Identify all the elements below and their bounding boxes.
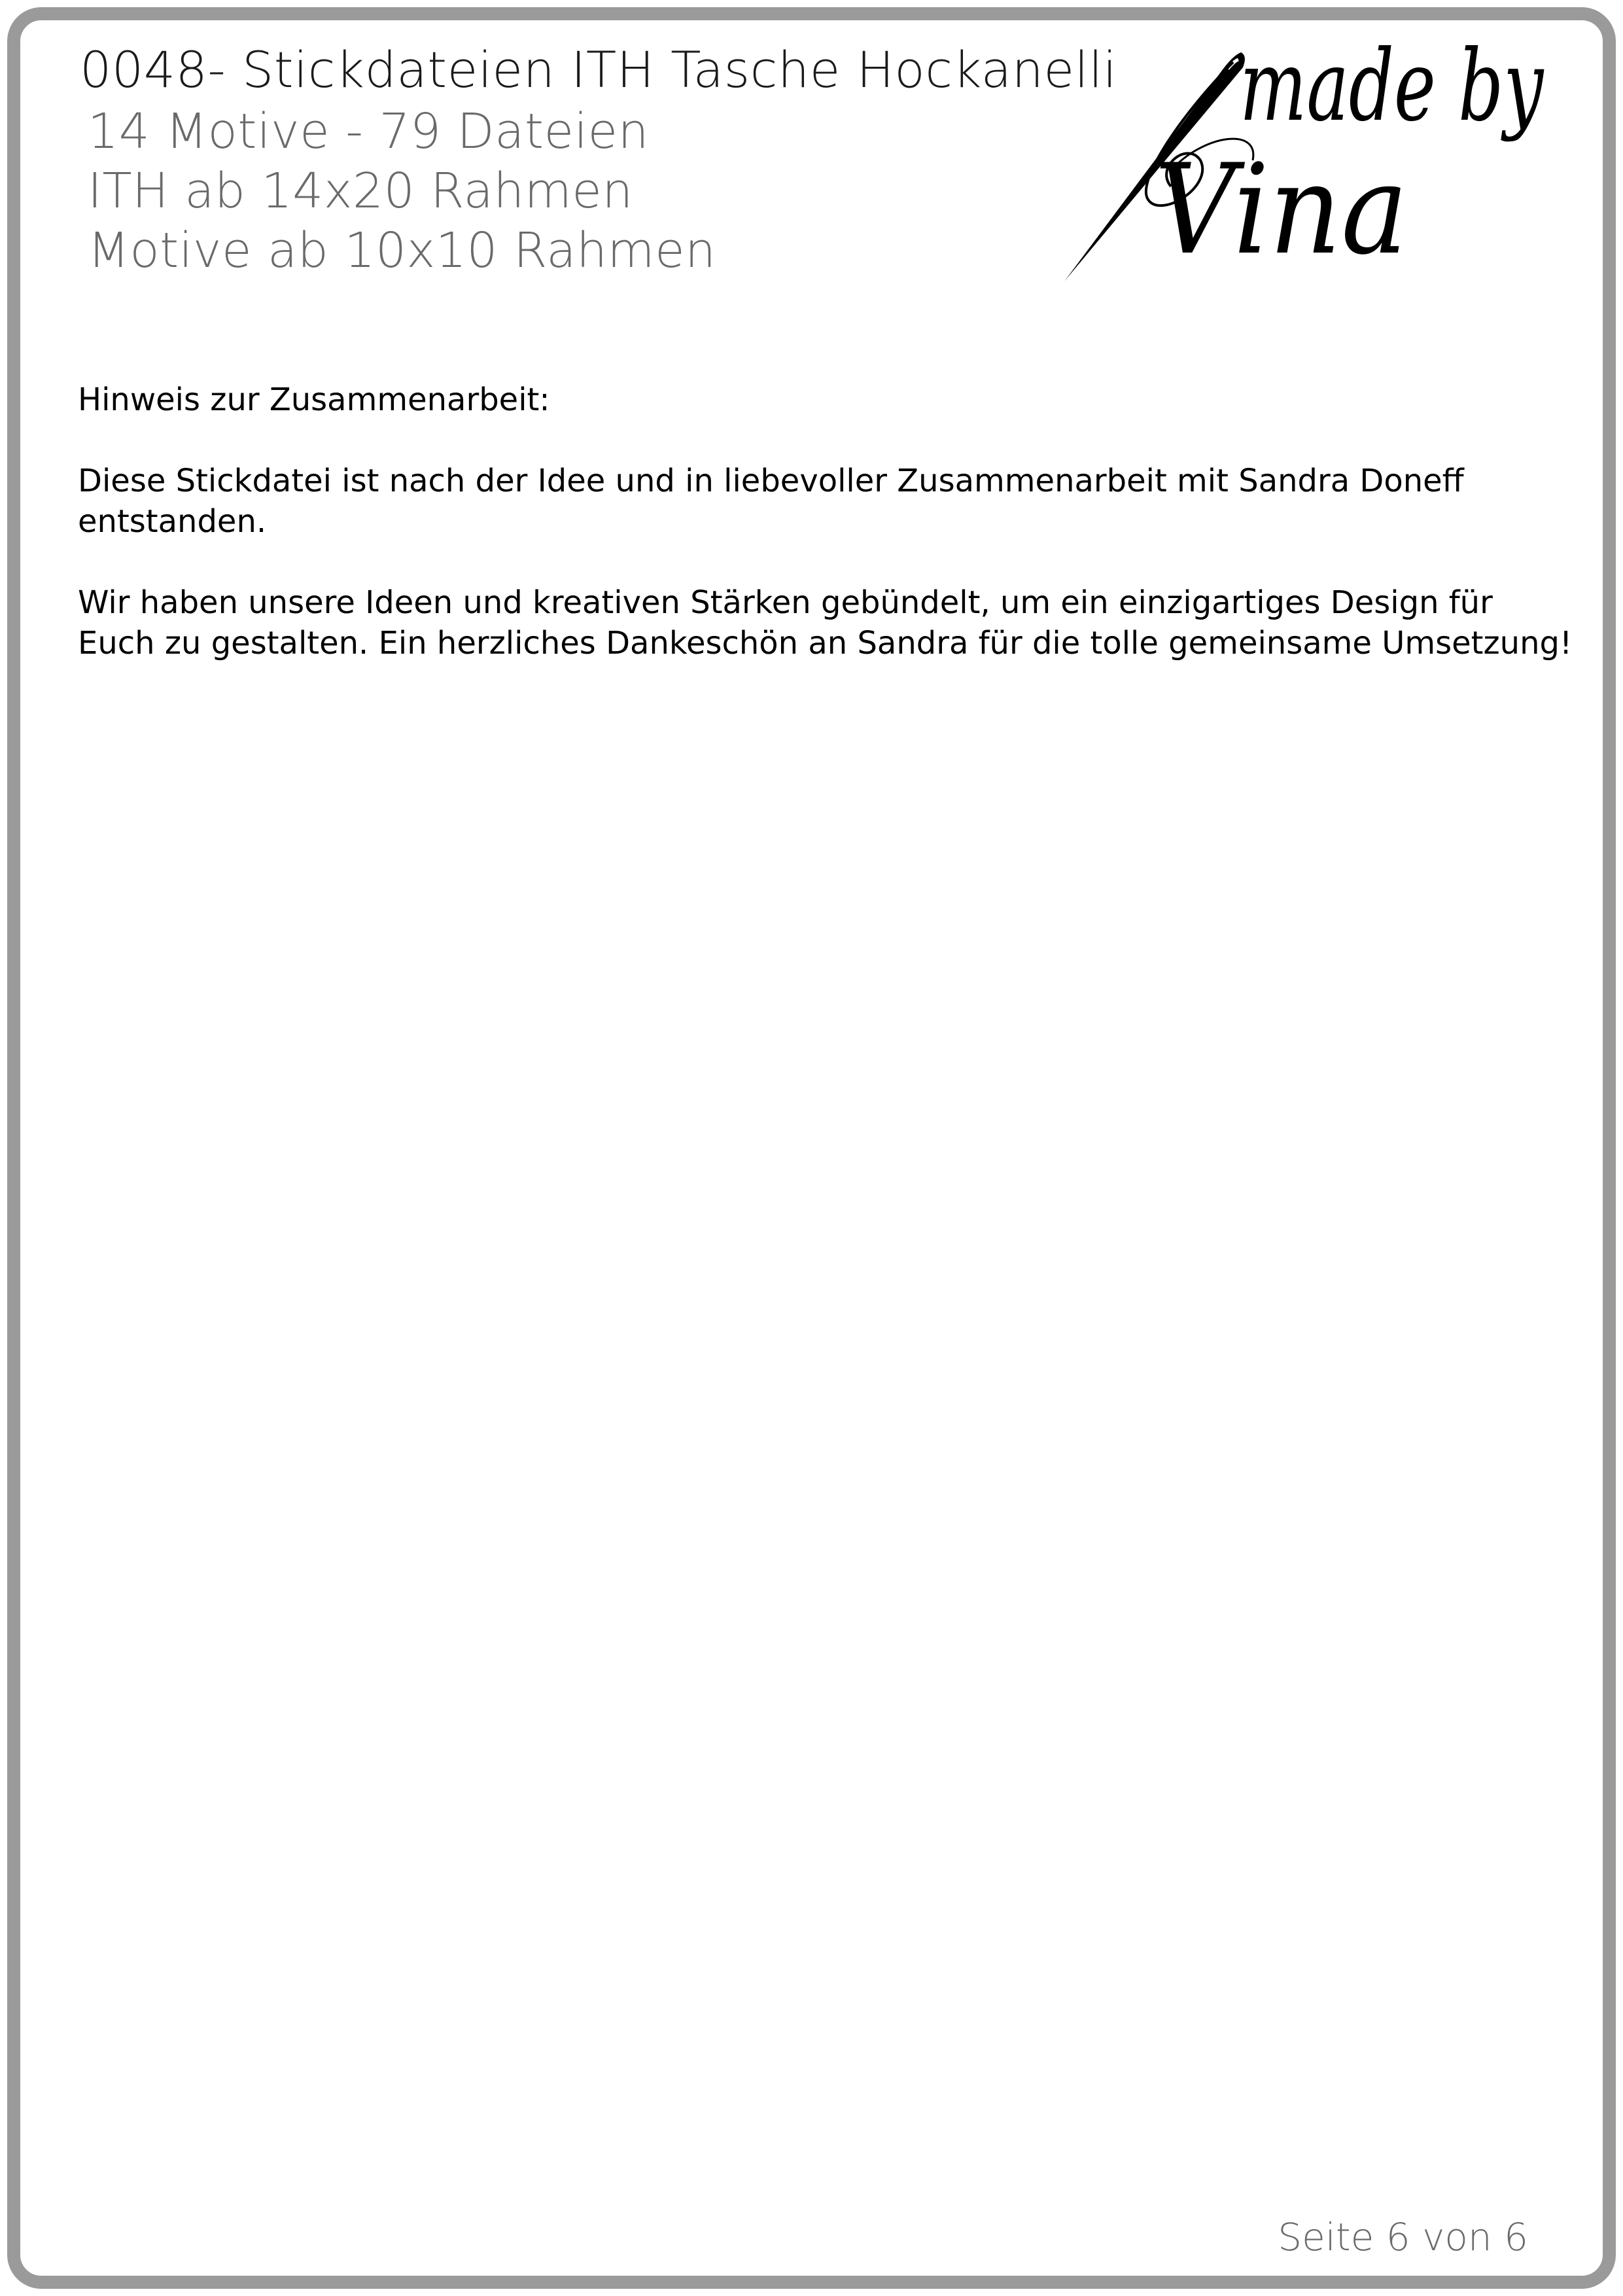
note-heading: Hinweis zur Zusammenarbeit: xyxy=(78,381,550,418)
made-by-vina-logo xyxy=(1056,29,1544,288)
note-paragraph: Wir haben unsere Ideen und kreativen Stärken gebündelt, um ein einzigartiges Design für Euch zu gestalten. Ein herzliches Dankeschön an Sandra für die tolle gemeinsame Umsetzung! xyxy=(78,584,1573,662)
logo-text-vina: Vina xyxy=(1155,137,1408,282)
cooperation-note xyxy=(78,380,1576,704)
document-title: 0048- Stickdateien ITH Tasche Hockanelli xyxy=(80,41,1117,99)
page-frame xyxy=(7,7,1616,2289)
subtitle-motif-count: 14 Motive - 79 Dateien xyxy=(88,103,649,160)
page-number: Seite 6 von 6 xyxy=(1278,2215,1528,2259)
note-paragraph: Diese Stickdatei ist nach der Idee und in liebevoller Zusammenarbeit mit Sandra Doneff entstanden. xyxy=(78,463,1464,540)
logo-text-made-by: made by xyxy=(1240,29,1544,143)
subtitle-ith-frame: ITH ab 14x20 Rahmen xyxy=(88,163,633,219)
subtitle-motif-frame: Motive ab 10x10 Rahmen xyxy=(88,222,716,279)
